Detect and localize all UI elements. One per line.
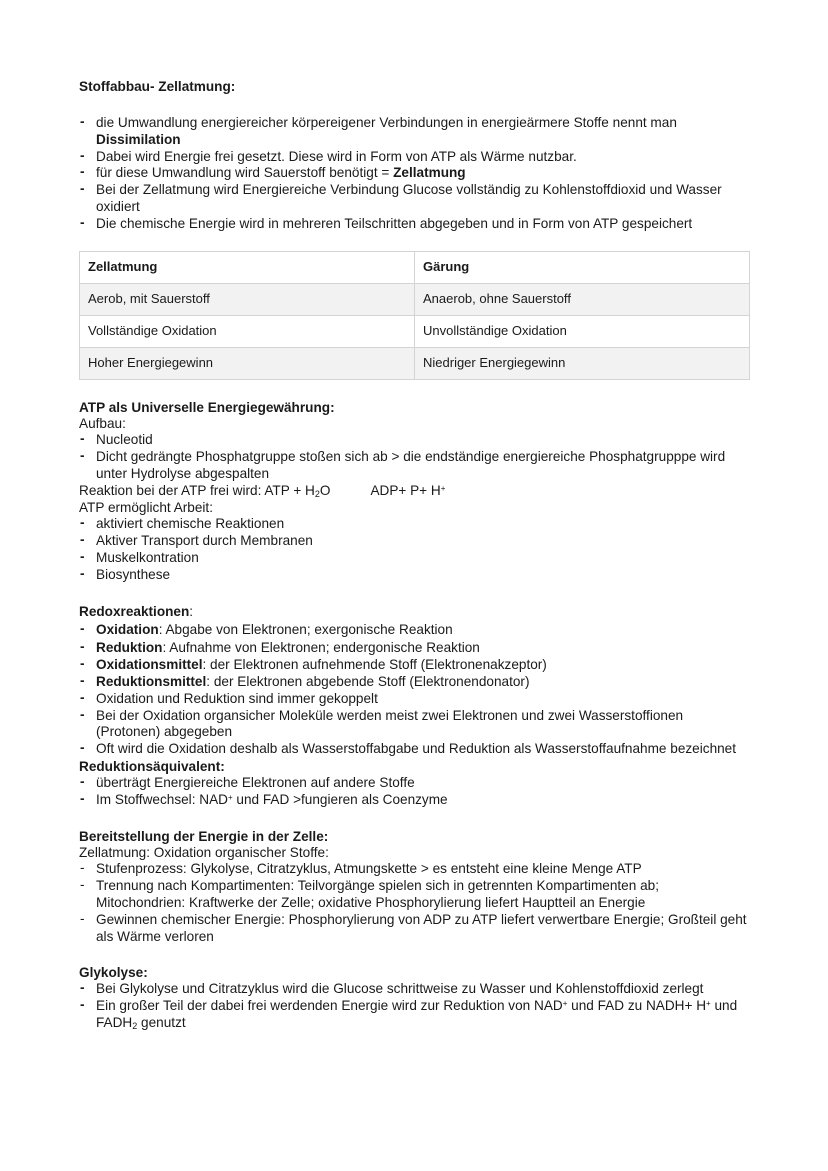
list-item: - Gewinnen chemischer Energie: Phosphorylierung von ADP zu ATP liefert verwertbare Energie; Großteil geht als Wärme verloren (79, 912, 751, 946)
arbeit-label: ATP ermöglicht Arbeit: (79, 499, 213, 515)
bereitstellung-intro: Zellatmung: Oxidation organischer Stoffe: (79, 844, 329, 860)
list-item: - überträgt Energiereiche Elektronen auf andere Stoffe (79, 775, 751, 792)
table-cell: Anaerob, ohne Sauerstoff (415, 283, 750, 315)
list-item: - aktiviert chemische Reaktionen (79, 516, 751, 533)
aufbau-label: Aufbau: (79, 415, 126, 431)
list-item: - Dicht gedrängte Phosphatgruppe stoßen sich ab > die endständige energiereiche Phosphatgrupppe wird unter Hydrolyse abgespalten (79, 449, 751, 483)
table-row (80, 315, 750, 347)
list-item: - Dabei wird Energie frei gesetzt. Diese wird in Form von ATP als Wärme nutzbar. (79, 149, 751, 166)
section-title-atp: ATP als Universelle Energiegewährung: (79, 399, 335, 415)
bereitstellung-list (79, 861, 751, 945)
list-item: - Biosynthese (79, 567, 751, 584)
section-title-reduktionsaequivalent: Reduktionsäquivalent: (79, 758, 225, 774)
section-title-zellatmung: Stoffabbau- Zellatmung: (79, 79, 236, 94)
table-header: Gärung (415, 251, 750, 283)
list-item: - Muskelkontration (79, 550, 751, 567)
term-zellatmung: Zellatmung (393, 165, 466, 181)
comparison-table (79, 251, 750, 380)
list-item: - Oxidation: Abgabe von Elektronen; exergonische Reaktion (79, 622, 751, 639)
list-item: - Bei Glykolyse und Citratzyklus wird die Glucose schrittweise zu Wasser und Kohlenstoffdioxid zerlegt (79, 981, 751, 998)
list-item: - Aktiver Transport durch Membranen (79, 533, 751, 550)
table-row (80, 283, 750, 315)
table-header-row (80, 251, 750, 283)
table-cell: Aerob, mit Sauerstoff (80, 283, 415, 315)
document-page (79, 78, 751, 1032)
table-row (80, 347, 750, 379)
table-cell: Hoher Energiegewinn (80, 347, 415, 379)
list-item: - Oft wird die Oxidation deshalb als Wasserstoffabgabe und Reduktion als Wasserstoffaufnahme bezeichnet (79, 741, 751, 758)
list-item: - Die chemische Energie wird in mehreren Teilschritten abgegeben und in Form von ATP gespeichert (79, 216, 751, 233)
list-item: - Trennung nach Kompartimenten: Teilvorgänge spielen sich in getrennten Kompartimenten ab; Mitochondrien: Kraftwerke der Zelle; oxidative Phosphorylierung liefert Hauptteil an Energie (79, 878, 751, 912)
list-item: - Im Stoffwechsel: NAD+ und FAD >fungieren als Coenzyme (79, 792, 751, 809)
table-header: Zellatmung (80, 251, 415, 283)
table-cell: Vollständige Oxidation (80, 315, 415, 347)
list-item: - Ein großer Teil der dabei frei werdenden Energie wird zur Reduktion von NAD+ und FAD zu NADH+ H+ und $FADH_2$ genutzt (79, 998, 751, 1032)
aufbau-list (79, 432, 751, 482)
list-item: - Reduktionsmittel: der Elektronen abgebende Stoff (Elektronendonator) (79, 674, 751, 691)
table-cell: Niedriger Energiegewinn (415, 347, 750, 379)
list-item: - die Umwandlung energiereicher körpereigener Verbindungen in energieärmere Stoffe nennt man Dissimilation (79, 115, 751, 149)
list-item: - Stufenprozess: Glykolyse, Citratzyklus, Atmungskette > es entsteht eine kleine Menge ATP (79, 861, 751, 878)
list-item: - Bei der Oxidation organsicher Moleküle werden meist zwei Elektronen und zwei Wasserstoffionen (Protonen) abgegeben (79, 708, 751, 742)
term-dissimilation: Dissimilation (96, 131, 181, 147)
section-title-bereitstellung: Bereitstellung der Energie in der Zelle: (79, 828, 329, 844)
zellatmung-list (79, 115, 751, 233)
list-item: - Nucleotid (79, 432, 751, 449)
table-cell: Unvollständige Oxidation (415, 315, 750, 347)
redox-list (79, 622, 751, 758)
section-title-glykolyse: Glykolyse: (79, 965, 148, 981)
aequivalent-list (79, 775, 751, 809)
arbeit-list (79, 516, 751, 583)
list-item: - Oxidation und Reduktion sind immer gekoppelt (79, 691, 751, 708)
glykolyse-list (79, 981, 751, 1031)
list-item: - für diese Umwandlung wird Sauerstoff benötigt = Zellatmung (79, 165, 751, 182)
list-item: - Reduktion: Aufnahme von Elektronen; endergonische Reaktion (79, 640, 751, 657)
reaction-line: Reaktion bei der ATP frei wird: ATP + $H_2O$ ADP+ P+ H+ (79, 482, 446, 499)
list-item: - Oxidationsmittel: der Elektronen aufnehmende Stoff (Elektronenakzeptor) (79, 657, 751, 674)
list-item: - Bei der Zellatmung wird Energiereiche Verbindung Glucose vollständig zu Kohlenstoffdioxid und Wasser oxidiert (79, 182, 751, 216)
section-title-redox: Redoxreaktionen: (79, 603, 194, 619)
